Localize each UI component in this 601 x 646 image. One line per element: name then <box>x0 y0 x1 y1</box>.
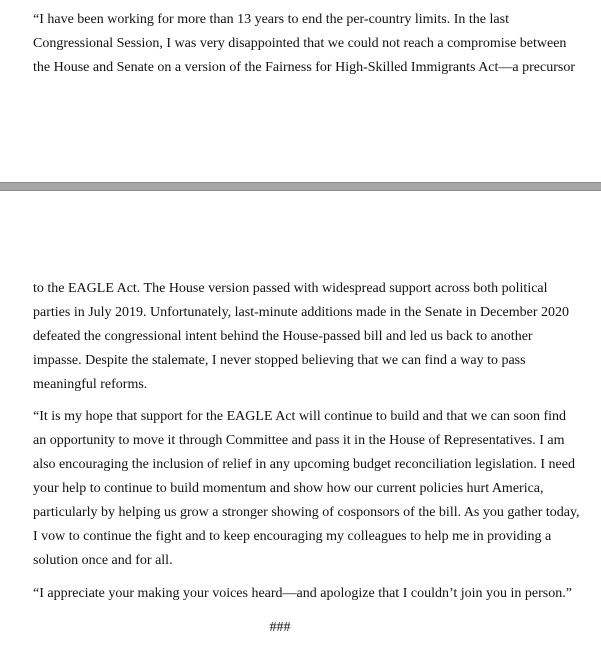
paragraph-closing-quote <box>33 582 578 606</box>
text-line: Congressional Session, I was very disappointed that we could not reach a compromise between <box>33 36 567 51</box>
text-line: “I appreciate your making your voices heard—and apologize that I couldn’t join you in person.” <box>33 586 572 601</box>
page-top <box>0 0 601 182</box>
text-line: meaningful reforms. <box>33 377 148 392</box>
text-line: an opportunity to move it through Committee and pass it in the House of Representatives. I am <box>33 433 565 448</box>
page-break-divider <box>0 182 601 191</box>
paragraph-hope-statement <box>33 405 578 573</box>
text-line: defeated the congressional intent behind the House-passed bill and led us back to another <box>33 329 533 344</box>
text-line: particularly by helping us grow a stronger showing of cosponsors of the bill. As you gather today, <box>33 505 580 520</box>
text-line: “I have been working for more than 13 years to end the per-country limits. In the last <box>33 12 509 27</box>
text-line: impasse. Despite the stalemate, I never stopped believing that we can find a way to pass <box>33 353 526 368</box>
text-line: I vow to continue the fight and to keep encouraging my colleagues to help me in providing a <box>33 529 552 544</box>
paragraph-opening-quote <box>33 8 578 80</box>
text-line: “It is my hope that support for the EAGLE Act will continue to build and that we can soon find <box>33 409 567 424</box>
text-line: parties in July 2019. Unfortunately, last-minute additions made in the Senate in December 2020 <box>33 305 570 320</box>
text-line: the House and Senate on a version of the Fairness for High-Skilled Immigrants Act—a precursor <box>33 60 575 75</box>
text-line: also encouraging the inclusion of relief in any upcoming budget reconciliation legislation. I need <box>33 457 575 472</box>
text-line: solution once and for all. <box>33 553 173 568</box>
end-of-release-mark: ### <box>269 620 291 635</box>
paragraph-eagle-act-history <box>33 277 578 397</box>
text-line: your help to continue to build momentum and show how our current policies hurt America, <box>33 481 544 496</box>
text-line: to the EAGLE Act. The House version passed with widespread support across both political <box>33 281 548 296</box>
